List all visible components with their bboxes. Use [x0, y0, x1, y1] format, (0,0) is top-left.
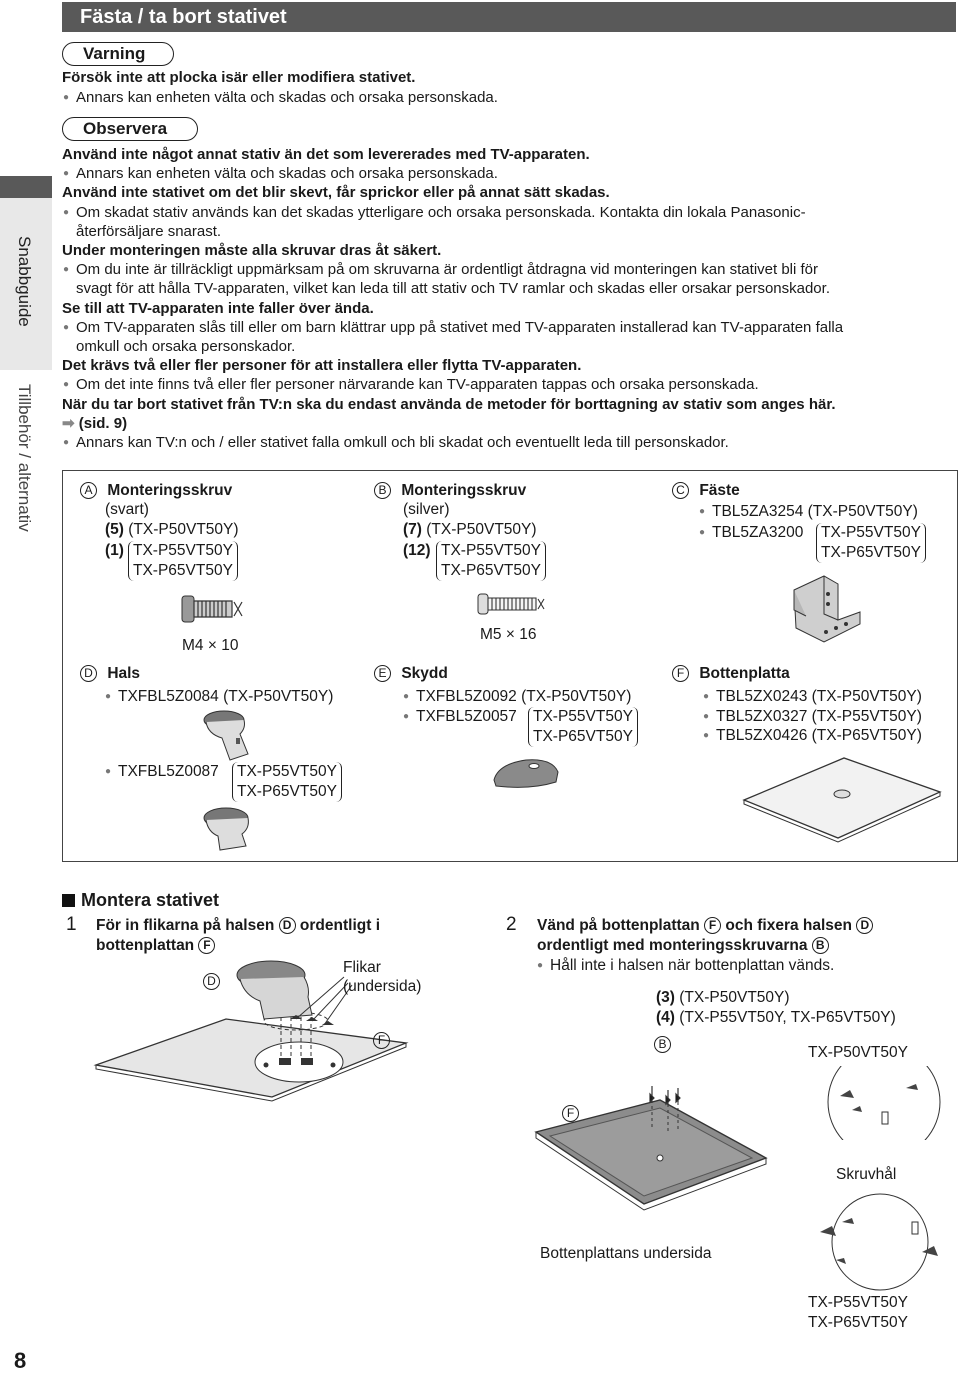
neck-small-icon	[196, 708, 260, 762]
page-number: 8	[14, 1348, 27, 1373]
part-c-item2: ● TBL5ZA3200	[712, 523, 803, 543]
caution-line: Använd inte stativet om det blir skevt, får sprickor eller på annat sätt skadas.	[62, 184, 610, 202]
step2-model-bottom-2: TX-P65VT50Y	[808, 1314, 908, 1331]
part-a-color: (svart)	[105, 501, 149, 518]
step1-flaps-2: (undersida)	[343, 978, 422, 995]
caution-line: När du tar bort stativet från TV:n ska du endast använda de metoder för borttagning av stativ som anges här.	[62, 395, 836, 413]
part-a-title	[80, 481, 232, 501]
side-tab-label-accessories: Tillbehör / alternativ	[15, 384, 34, 532]
caution-line: ● Om TV-apparaten slås till eller om barn klättrar upp på stativet med TV-apparaten installerad kan TV-apparaten falla	[76, 318, 960, 337]
part-f-name: Bottenplatta	[699, 665, 790, 682]
part-d-item2-models: TX-P55VT50Y TX-P65VT50Y	[232, 762, 342, 802]
part-e-item1: ● TXFBL5Z0092 (TX-P50VT50Y)	[416, 687, 631, 707]
part-b-color: (silver)	[403, 501, 450, 518]
part-f-item1: ● TBL5ZX0243 (TX-P50VT50Y)	[716, 687, 922, 707]
step2-qty2: (4) (TX-P55VT50Y, TX-P65VT50Y)	[656, 1009, 896, 1026]
part-e-letter: E	[374, 665, 391, 682]
part-a-letter: A	[80, 482, 97, 499]
step1-fig-f: F	[373, 1031, 390, 1051]
part-b-qty1: (7) (TX-P50VT50Y)	[403, 521, 537, 538]
caution-line: ➡ (sid. 9)	[62, 414, 128, 432]
step2-fig-f: F	[562, 1104, 579, 1124]
caution-line: Under monteringen måste alla skruvar dras åt säkert.	[62, 242, 442, 259]
part-f-title	[672, 664, 790, 684]
ref-f-icon: F	[198, 937, 215, 954]
part-f-item3: ● TBL5ZX0426 (TX-P65VT50Y)	[716, 726, 922, 746]
part-a-name: Monteringsskruv	[107, 482, 233, 499]
part-c-letter: C	[672, 482, 689, 499]
part-a-size: M4 × 10	[182, 637, 239, 654]
part-a-qty2-models: TX-P55VT50Y TX-P65VT50Y	[128, 541, 238, 581]
caution-line: ● Om skadat stativ används kan det skadas ytterligare och orsaka personskada. Kontakta din lokala Panasonic-	[76, 203, 960, 222]
part-f-item2: ● TBL5ZX0327 (TX-P55VT50Y)	[716, 707, 922, 727]
part-b-qty2: (12)	[403, 542, 431, 559]
side-tab-label-quickguide: Snabbguide	[15, 236, 34, 327]
part-e-item2: ● TXFBL5Z0057	[416, 707, 517, 727]
part-b-name: Monteringsskruv	[401, 482, 527, 499]
part-c-name: Fäste	[699, 482, 740, 499]
part-d-name: Hals	[107, 665, 141, 682]
part-e-name: Skydd	[401, 665, 448, 682]
step2-model-top: TX-P50VT50Y	[808, 1044, 908, 1061]
part-b-title	[374, 481, 526, 501]
step2-fig-b: B	[654, 1035, 671, 1055]
caution-line: Det krävs två eller fler personer för att installera eller flytta TV-apparaten.	[62, 357, 582, 375]
caution-heading: Observera	[62, 117, 198, 141]
screw-silver-icon	[476, 590, 550, 618]
part-a-qty2: (1)	[105, 542, 124, 559]
step2-line1: Vänd på bottenplattan F och fixera halsen D	[537, 916, 873, 936]
part-c-item2-models: TX-P55VT50Y TX-P65VT50Y	[816, 523, 926, 563]
step2-number: 2	[506, 914, 517, 935]
part-c-title	[672, 481, 740, 501]
part-c-item1: ● TBL5ZA3254 (TX-P50VT50Y)	[712, 502, 918, 522]
cover-icon	[490, 752, 564, 792]
step2-line2: ordentligt med monteringsskruvarna B	[537, 936, 829, 956]
step1-fig-d: D	[203, 972, 220, 992]
caution-line: svagt för att hålla TV-apparaten, vilket kan leda till att stativ och TV ramlar och skadas eller orsakar personskador.	[76, 280, 830, 298]
part-e-item2-models: TX-P55VT50Y TX-P65VT50Y	[528, 707, 638, 747]
step2-screw-holes: Skruvhål	[836, 1166, 897, 1183]
ref-d-icon: D	[279, 917, 296, 934]
page-ref-arrow-icon: ➡	[62, 414, 79, 432]
part-e-title	[374, 664, 448, 684]
caution-line: ● Om du inte är tillräckligt uppmärksam på om skruvarna är ordentligt åtdragna vid monteringen kan stativet bli för	[76, 260, 960, 279]
step1-line2: bottenplattan F	[96, 936, 215, 956]
part-a-qty1: (5) (TX-P50VT50Y)	[105, 521, 239, 538]
step2-bullet: ● Håll inte i halsen när bottenplattan vänds.	[550, 956, 834, 976]
assembly-heading: Montera stativet	[62, 890, 219, 910]
screw-hole-detail-top	[822, 1066, 942, 1140]
part-b-size: M5 × 16	[480, 626, 537, 643]
step1-flaps-1: Flikar	[343, 959, 381, 976]
bracket-icon	[776, 570, 866, 646]
part-d-letter: D	[80, 665, 97, 682]
caution-line: omkull och orsaka personskador.	[76, 338, 296, 355]
part-d-item2: ● TXFBL5Z0087	[118, 762, 219, 782]
part-d-title	[80, 664, 140, 684]
part-b-letter: B	[374, 482, 391, 499]
neck-large-icon	[198, 806, 258, 856]
part-b-qty2-models: TX-P55VT50Y TX-P65VT50Y	[436, 541, 546, 581]
part-f-letter: F	[672, 665, 689, 682]
step1-number: 1	[66, 914, 77, 935]
caution-line: ● Annars kan enheten välta och skadas och orsaka personskada.	[76, 164, 960, 183]
page-title: Fästa / ta bort stativet	[62, 2, 956, 32]
warning-line: Försök inte att plocka isär eller modifiera stativet.	[62, 69, 416, 86]
warning-heading: Varning	[62, 42, 174, 66]
caution-line: Använd inte något annat stativ än det som levererades med TV-apparaten.	[62, 146, 590, 163]
step2-model-bottom-1: TX-P55VT50Y	[808, 1294, 908, 1311]
base-plate-icon	[740, 752, 944, 844]
step2-qty1: (3) (TX-P50VT50Y)	[656, 989, 790, 1006]
caution-line: ● Om det inte finns två eller fler personer närvarande kan TV-apparaten tappas och orsaka personskada.	[76, 375, 960, 394]
caution-line: Se till att TV-apparaten inte faller över ända.	[62, 299, 374, 317]
screw-black-icon	[180, 592, 250, 626]
warning-line: ● Annars kan enheten välta och skadas och orsaka personskada.	[76, 88, 960, 107]
heading-square-icon	[62, 894, 75, 907]
step2-plate-illustration	[520, 1060, 770, 1240]
step2-underside: Bottenplattans undersida	[540, 1245, 712, 1262]
caution-line: ● Annars kan TV:n och / eller stativet falla omkull och bli skadat och eventuellt leda till personskador.	[76, 433, 960, 452]
caution-line: återförsäljare snarast.	[76, 222, 222, 240]
screw-hole-detail-bottom	[802, 1192, 956, 1292]
step1-line1: För in flikarna på halsen D ordentligt i	[96, 917, 380, 934]
part-d-item1: ● TXFBL5Z0084 (TX-P50VT50Y)	[118, 687, 333, 707]
side-tab-marker	[0, 176, 52, 198]
